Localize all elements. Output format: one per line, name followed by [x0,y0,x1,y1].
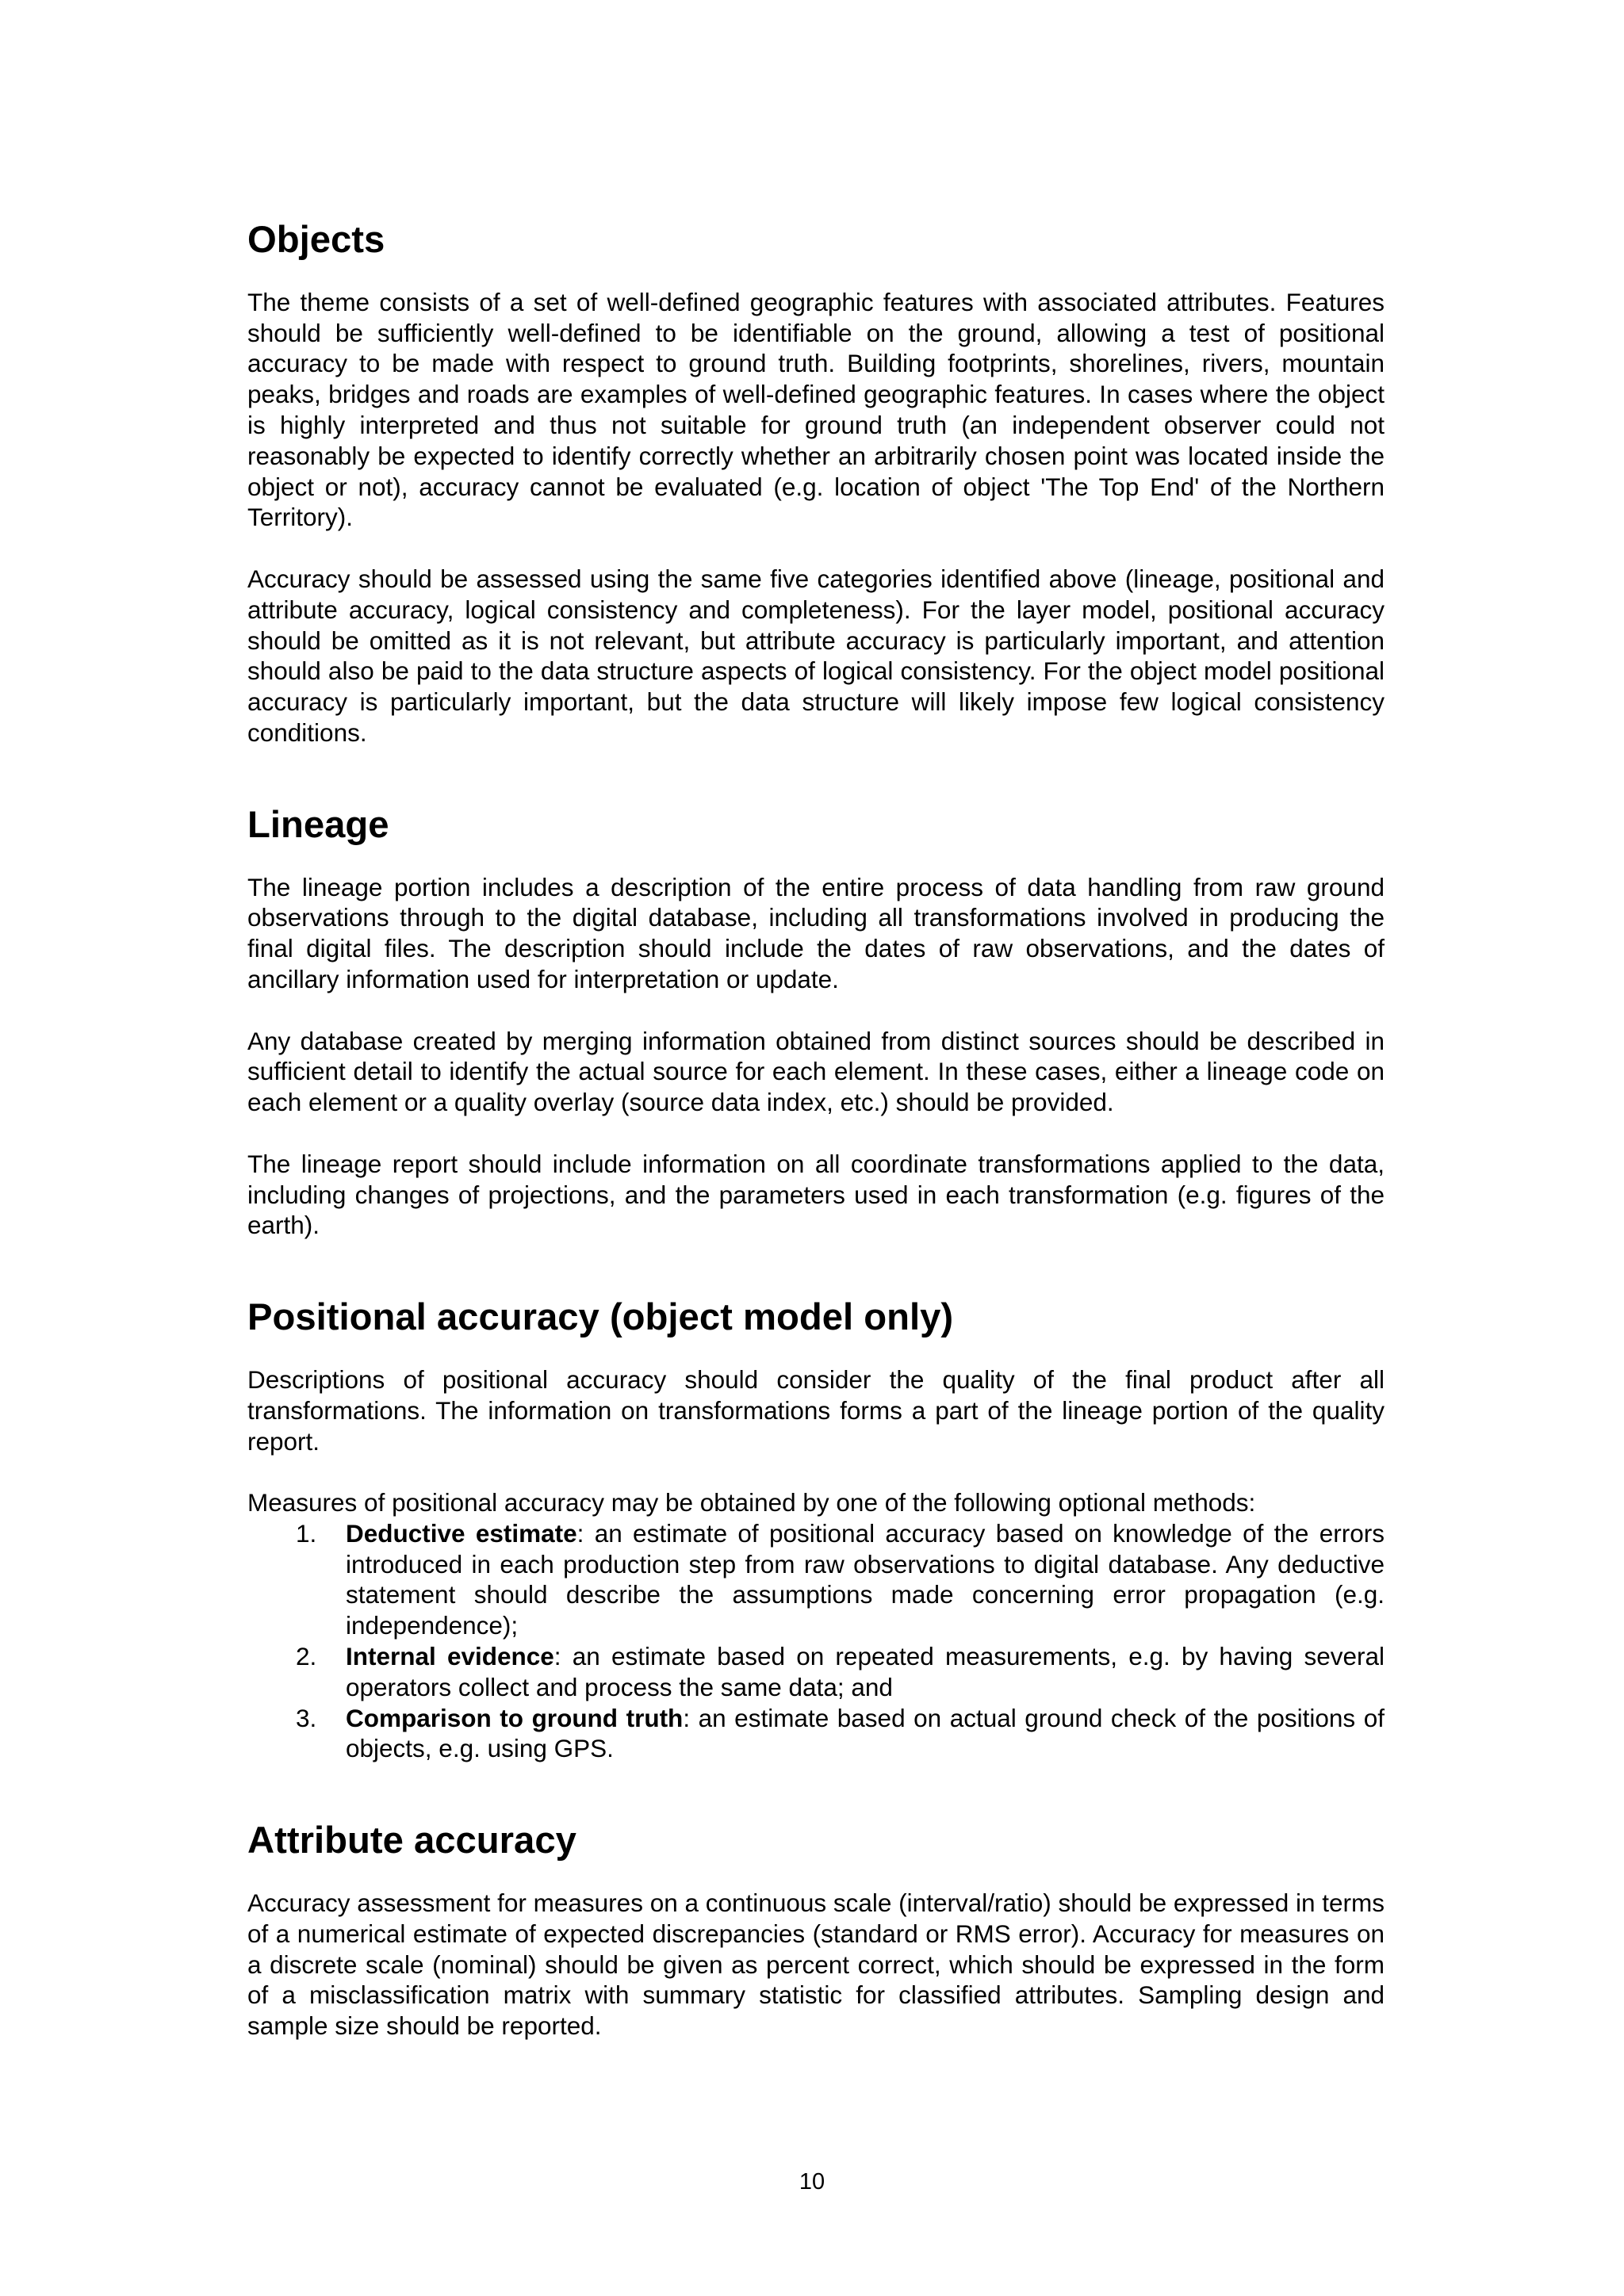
method-term: Comparison to ground truth [346,1703,684,1732]
list-item [247,1518,1385,1641]
section-heading-positional-accuracy: Positional accuracy (object model only) [247,1296,954,1339]
list-item [247,1703,1385,1765]
method-description: : an estimate based on repeated measurements, e.g. by having several operators collect and process the same data; and [346,1642,1385,1701]
section-heading-objects: Objects [247,219,385,261]
objects-paragraph-1: The theme consists of a set of well-defined geographic features with associated attributes. Features should be sufficiently well-defined to be identifiable on the ground, allowing a test of positional accuracy to be made with respect to ground truth. Building footprints, shorelines, rivers, mountain peaks, bridges and roads are examples of well-defined geographic features. In cases where the object is highly interpreted and thus not suitable for ground truth (an independent observer could not reasonably be expected to identify correctly whether an arbitrarily chosen point was located inside the object or not), accuracy cannot be evaluated (e.g. location of object 'The Top End' of the Northern Territory). [247,287,1385,532]
list-item-number: 3. [296,1703,317,1732]
section-heading-lineage: Lineage [247,803,389,846]
method-description: : an estimate based on actual ground check of the positions of objects, e.g. using GPS. [346,1703,1385,1763]
list-item [247,1641,1385,1703]
page-content [247,219,1385,2042]
method-term: Internal evidence [346,1642,554,1671]
positional-paragraph-1: Descriptions of positional accuracy should consider the quality of the final product after all transformations. The information on transformations forms a part of the lineage portion of the quality report. [247,1364,1385,1456]
method-description: : an estimate of positional accuracy based on knowledge of the errors introduced in each production step from raw observations to digital database. Any deductive statement should describe the assumptions made concerning error propagation (e.g. independence); [346,1518,1385,1640]
lineage-paragraph-1: The lineage portion includes a description of the entire process of data handling from raw ground observations through to the digital database, including all transformations involved in producing the final digital files. The description should include the dates of raw observations, and the dates of ancillary information used for interpretation or update. [247,872,1385,993]
lineage-paragraph-2: Any database created by merging information obtained from distinct sources should be described in sufficient detail to identify the actual source for each element. In these cases, either a lineage code on each element or a quality overlay (source data index, etc.) should be provided. [247,1026,1385,1117]
positional-methods-list [247,1518,1385,1764]
attribute-paragraph-1: Accuracy assessment for measures on a continuous scale (interval/ratio) should be expressed in terms of a numerical estimate of expected discrepancies (standard or RMS error). Accuracy for measures on a discrete scale (nominal) should be given as percent correct, which should be expressed in the form of a misclassification matrix with summary statistic for classified attributes. Sampling design and sample size should be reported. [247,1888,1385,2041]
method-term: Deductive estimate [346,1518,577,1548]
list-item-number: 1. [296,1518,317,1548]
section-heading-attribute-accuracy: Attribute accuracy [247,1820,576,1862]
page-number: 10 [799,2169,825,2195]
lineage-paragraph-3: The lineage report should include information on all coordinate transformations applied to the data, including changes of projections, and the parameters used in each transformation (e.g. figures of the earth). [247,1149,1385,1240]
list-item-number: 2. [296,1642,317,1671]
objects-paragraph-2: Accuracy should be assessed using the same five categories identified above (lineage, positional and attribute accuracy, logical consistency and completeness). For the layer model, positional accuracy should be omitted as it is not relevant, but attribute accuracy is particularly important, and attention should also be paid to the data structure aspects of logical consistency. For the object model positional accuracy is particularly important, but the data structure will likely impose few logical consistency conditions. [247,564,1385,747]
positional-methods-intro: Measures of positional accuracy may be obtained by one of the following optional methods: [247,1488,1256,1517]
